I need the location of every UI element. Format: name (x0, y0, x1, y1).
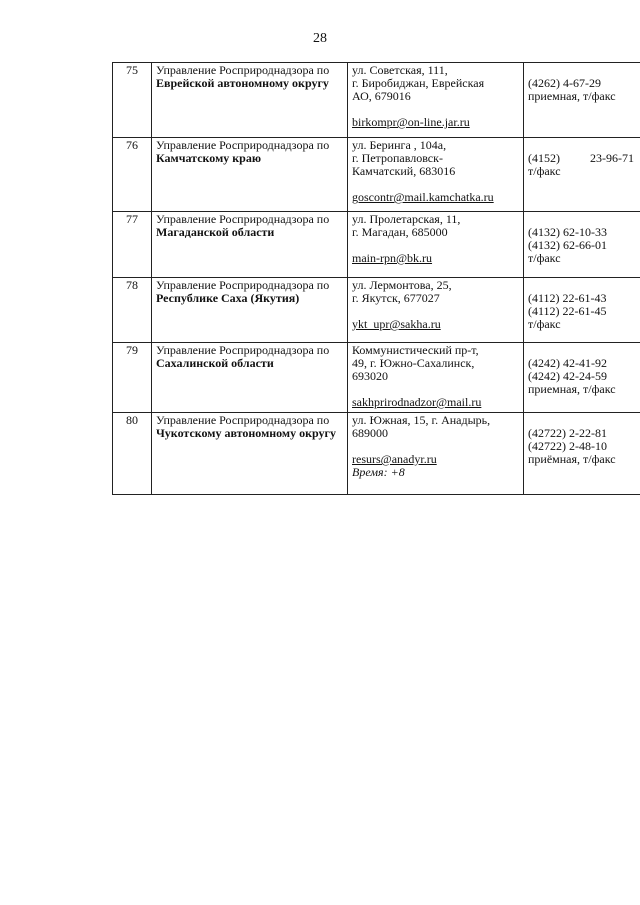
contacts-table (112, 62, 640, 495)
email-link[interactable]: goscontr@mail.kamchatka.ru (352, 190, 494, 204)
phone-line: (42722) 2-22-81 (528, 426, 607, 440)
email-link[interactable]: birkompr@on-line.jar.ru (352, 115, 470, 129)
address-cell (348, 212, 524, 278)
phone-line: (4112) 22-61-43 (528, 291, 607, 305)
address-line: г. Петропавловск- (352, 151, 443, 165)
address-cell (348, 413, 524, 495)
phone-cell (524, 138, 640, 212)
phone-line: (4152) 23-96-71 (528, 151, 634, 165)
organization-cell (152, 278, 348, 343)
address-cell (348, 63, 524, 138)
phone-note: приемная, т/факс (528, 382, 616, 396)
phone-cell (524, 413, 640, 495)
phone-line: (4262) 4-67-29 (528, 76, 601, 90)
address-line: АО, 679016 (352, 89, 411, 103)
address-line: 693020 (352, 369, 388, 383)
address-line: 689000 (352, 426, 388, 440)
table-row (113, 278, 640, 343)
address-cell (348, 343, 524, 413)
phone-line: (4242) 42-24-59 (528, 369, 607, 383)
phone-note: приемная, т/факс (528, 89, 616, 103)
organization-region: Чукотскому автономному округу (156, 426, 336, 440)
address-line: ул. Пролетарская, 11, (352, 212, 461, 226)
organization-prefix: Управление Росприроднадзора по (156, 138, 330, 152)
row-number: 76 (113, 138, 152, 212)
email-link[interactable]: sakhprirodnadzor@mail.ru (352, 395, 482, 409)
table-row (113, 343, 640, 413)
row-number: 75 (113, 63, 152, 138)
email-link[interactable]: main-rpn@bk.ru (352, 251, 433, 265)
address-line: г. Магадан, 685000 (352, 225, 448, 239)
address-line: ул. Лермонтова, 25, (352, 278, 452, 292)
organization-region: Сахалинской области (156, 356, 274, 370)
timezone-note: Время: +8 (352, 465, 405, 479)
email-link[interactable]: ykt_upr@sakha.ru (352, 317, 441, 331)
email-link[interactable]: resurs@anadyr.ru (352, 452, 437, 466)
organization-cell (152, 413, 348, 495)
organization-cell (152, 63, 348, 138)
organization-prefix: Управление Росприроднадзора по (156, 278, 330, 292)
organization-region: Республике Саха (Якутия) (156, 291, 300, 305)
organization-cell (152, 343, 348, 413)
organization-prefix: Управление Росприроднадзора по (156, 413, 330, 427)
phone-cell (524, 343, 640, 413)
phone-cell (524, 212, 640, 278)
row-number: 77 (113, 212, 152, 278)
organization-cell (152, 138, 348, 212)
phone-note: приёмная, т/факс (528, 452, 616, 466)
organization-region: Магаданской области (156, 225, 275, 239)
address-cell (348, 138, 524, 212)
table-row (113, 413, 640, 495)
address-line: ул. Советская, 111, (352, 63, 448, 77)
phone-note: т/факс (528, 317, 561, 331)
phone-line: (42722) 2-48-10 (528, 439, 607, 453)
organization-prefix: Управление Росприроднадзора по (156, 63, 330, 77)
table-row (113, 212, 640, 278)
phone-note: т/факс (528, 164, 561, 178)
address-line: Камчатский, 683016 (352, 164, 456, 178)
phone-cell (524, 278, 640, 343)
phone-line: (4132) 62-10-33 (528, 225, 607, 239)
row-number: 78 (113, 278, 152, 343)
address-line: ул. Беринга , 104а, (352, 138, 447, 152)
row-number: 80 (113, 413, 152, 495)
organization-region: Камчатскому краю (156, 151, 261, 165)
page-number: 28 (313, 31, 327, 46)
row-number: 79 (113, 343, 152, 413)
organization-cell (152, 212, 348, 278)
phone-cell (524, 63, 640, 138)
organization-region: Еврейской автономному округу (156, 76, 329, 90)
organization-prefix: Управление Росприроднадзора по (156, 212, 330, 226)
address-cell (348, 278, 524, 343)
address-line: ул. Южная, 15, г. Анадырь, (352, 413, 491, 427)
address-line: 49, г. Южно-Сахалинск, (352, 356, 475, 370)
contacts-table-body (113, 63, 640, 495)
address-line: г. Якутск, 677027 (352, 291, 440, 305)
table-row (113, 138, 640, 212)
address-line: Коммунистический пр-т, (352, 343, 479, 357)
phone-line: (4242) 42-41-92 (528, 356, 607, 370)
organization-prefix: Управление Росприроднадзора по (156, 343, 330, 357)
address-line: г. Биробиджан, Еврейская (352, 76, 485, 90)
phone-line: (4112) 22-61-45 (528, 304, 607, 318)
phone-note: т/факс (528, 251, 561, 265)
phone-line: (4132) 62-66-01 (528, 238, 607, 252)
table-row (113, 63, 640, 138)
